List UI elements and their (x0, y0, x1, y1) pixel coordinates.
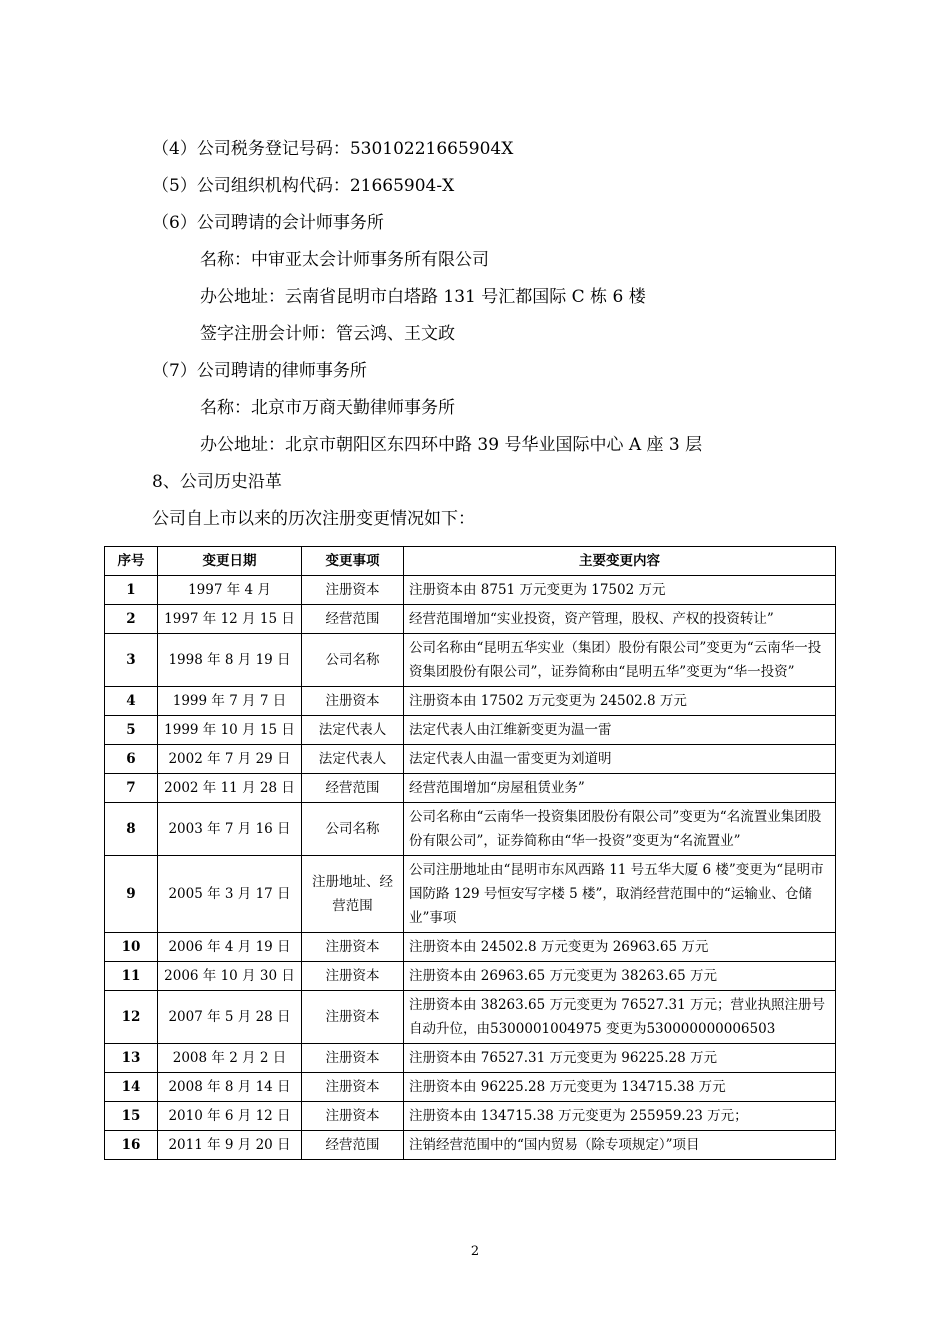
cell-date: 2005 年 3 月 17 日 (158, 856, 302, 933)
cell-content: 公司注册地址由“昆明市东风西路 11 号五华大厦 6 楼”变更为“昆明市国防路 129 号恒安写字楼 5 楼”，取消经营范围中的“运输业、仓储业”事项 (404, 856, 836, 933)
cell-date: 2011 年 9 月 20 日 (158, 1131, 302, 1160)
cell-date: 2008 年 8 月 14 日 (158, 1073, 302, 1102)
cell-content: 公司名称由“云南华一投资集团股份有限公司”变更为“名流置业集团股份有限公司”，证券简称由“华一投资”变更为“名流置业” (404, 803, 836, 856)
header-date: 变更日期 (158, 547, 302, 576)
accountant-signers: 签字注册会计师：管云鸿、王文政 (200, 324, 455, 344)
table-row (105, 716, 836, 745)
header-no: 序号 (105, 547, 158, 576)
table-row (105, 933, 836, 962)
table-row (105, 576, 836, 605)
cell-item: 注册地址、经营范围 (302, 856, 404, 933)
cell-no: 2 (105, 605, 158, 634)
cell-content: 注销经营范围中的“国内贸易（除专项规定）”项目 (404, 1131, 836, 1160)
cell-date: 2006 年 10 月 30 日 (158, 962, 302, 991)
accountant-heading: （6）公司聘请的会计师事务所 (152, 213, 384, 233)
cell-item: 经营范围 (302, 774, 404, 803)
table-row (105, 991, 836, 1044)
cell-no: 7 (105, 774, 158, 803)
tax-registration-line: （4）公司税务登记号码：53010221665904X (152, 139, 514, 159)
header-item: 变更事项 (302, 547, 404, 576)
lawyer-address: 办公地址：北京市朝阳区东四环中路 39 号华业国际中心 A 座 3 层 (200, 435, 703, 455)
cell-item: 注册资本 (302, 1102, 404, 1131)
page-number: 2 (470, 1244, 480, 1259)
cell-no: 9 (105, 856, 158, 933)
cell-date: 2007 年 5 月 28 日 (158, 991, 302, 1044)
cell-date: 2003 年 7 月 16 日 (158, 803, 302, 856)
table-row (105, 1044, 836, 1073)
table-row (105, 687, 836, 716)
cell-content: 注册资本由 96225.28 万元变更为 134715.38 万元 (404, 1073, 836, 1102)
cell-no: 6 (105, 745, 158, 774)
cell-item: 注册资本 (302, 933, 404, 962)
cell-item: 注册资本 (302, 962, 404, 991)
cell-date: 1999 年 10 月 15 日 (158, 716, 302, 745)
cell-item: 注册资本 (302, 1044, 404, 1073)
cell-date: 1997 年 12 月 15 日 (158, 605, 302, 634)
cell-item: 注册资本 (302, 991, 404, 1044)
cell-content: 注册资本由 76527.31 万元变更为 96225.28 万元 (404, 1044, 836, 1073)
cell-no: 5 (105, 716, 158, 745)
cell-content: 经营范围增加“实业投资，资产管理，股权、产权的投资转让” (404, 605, 836, 634)
history-heading: 8、公司历史沿革 (152, 472, 282, 492)
accountant-address: 办公地址：云南省昆明市白塔路 131 号汇都国际 C 栋 6 楼 (200, 287, 646, 307)
header-content: 主要变更内容 (404, 547, 836, 576)
cell-content: 注册资本由 24502.8 万元变更为 26963.65 万元 (404, 933, 836, 962)
cell-content: 注册资本由 17502 万元变更为 24502.8 万元 (404, 687, 836, 716)
cell-item: 公司名称 (302, 803, 404, 856)
cell-no: 4 (105, 687, 158, 716)
lawyer-heading: （7）公司聘请的律师事务所 (152, 361, 367, 381)
cell-content: 公司名称由“昆明五华实业（集团）股份有限公司”变更为“云南华一投资集团股份有限公司”，证券简称由“昆明五华”变更为“华一投资” (404, 634, 836, 687)
lawyer-name: 名称：北京市万商天勤律师事务所 (200, 398, 455, 418)
cell-item: 法定代表人 (302, 745, 404, 774)
table-row (105, 1073, 836, 1102)
cell-date: 2002 年 11 月 28 日 (158, 774, 302, 803)
cell-item: 注册资本 (302, 576, 404, 605)
cell-content: 注册资本由 134715.38 万元变更为 255959.23 万元； (404, 1102, 836, 1131)
table-row (105, 856, 836, 933)
cell-item: 注册资本 (302, 1073, 404, 1102)
cell-date: 2008 年 2 月 2 日 (158, 1044, 302, 1073)
table-row (105, 962, 836, 991)
cell-no: 12 (105, 991, 158, 1044)
registration-history-table (104, 546, 836, 1160)
cell-no: 16 (105, 1131, 158, 1160)
cell-no: 14 (105, 1073, 158, 1102)
table-row (105, 605, 836, 634)
accountant-name: 名称：中审亚太会计师事务所有限公司 (200, 250, 489, 270)
cell-no: 15 (105, 1102, 158, 1131)
cell-date: 1997 年 4 月 (158, 576, 302, 605)
cell-item: 公司名称 (302, 634, 404, 687)
cell-content: 法定代表人由江维新变更为温一雷 (404, 716, 836, 745)
cell-no: 10 (105, 933, 158, 962)
cell-no: 13 (105, 1044, 158, 1073)
cell-content: 注册资本由 26963.65 万元变更为 38263.65 万元 (404, 962, 836, 991)
history-intro: 公司自上市以来的历次注册变更情况如下： (152, 509, 475, 529)
cell-no: 3 (105, 634, 158, 687)
table-row (105, 1102, 836, 1131)
cell-no: 1 (105, 576, 158, 605)
cell-item: 法定代表人 (302, 716, 404, 745)
cell-item: 注册资本 (302, 687, 404, 716)
table-row (105, 774, 836, 803)
table-row (105, 803, 836, 856)
cell-date: 2010 年 6 月 12 日 (158, 1102, 302, 1131)
table-row (105, 1131, 836, 1160)
cell-no: 11 (105, 962, 158, 991)
cell-content: 经营范围增加“房屋租赁业务” (404, 774, 836, 803)
table-row (105, 745, 836, 774)
cell-no: 8 (105, 803, 158, 856)
cell-date: 1999 年 7 月 7 日 (158, 687, 302, 716)
cell-date: 2006 年 4 月 19 日 (158, 933, 302, 962)
cell-date: 2002 年 7 月 29 日 (158, 745, 302, 774)
cell-content: 注册资本由 38263.65 万元变更为 76527.31 万元；营业执照注册号自动升位，由5300001004975 变更为530000000006503 (404, 991, 836, 1044)
org-code-line: （5）公司组织机构代码：21665904-X (152, 176, 455, 196)
cell-date: 1998 年 8 月 19 日 (158, 634, 302, 687)
cell-content: 注册资本由 8751 万元变更为 17502 万元 (404, 576, 836, 605)
cell-item: 经营范围 (302, 605, 404, 634)
cell-item: 经营范围 (302, 1131, 404, 1160)
table-header-row (105, 547, 836, 576)
cell-content: 法定代表人由温一雷变更为刘道明 (404, 745, 836, 774)
table-row (105, 634, 836, 687)
